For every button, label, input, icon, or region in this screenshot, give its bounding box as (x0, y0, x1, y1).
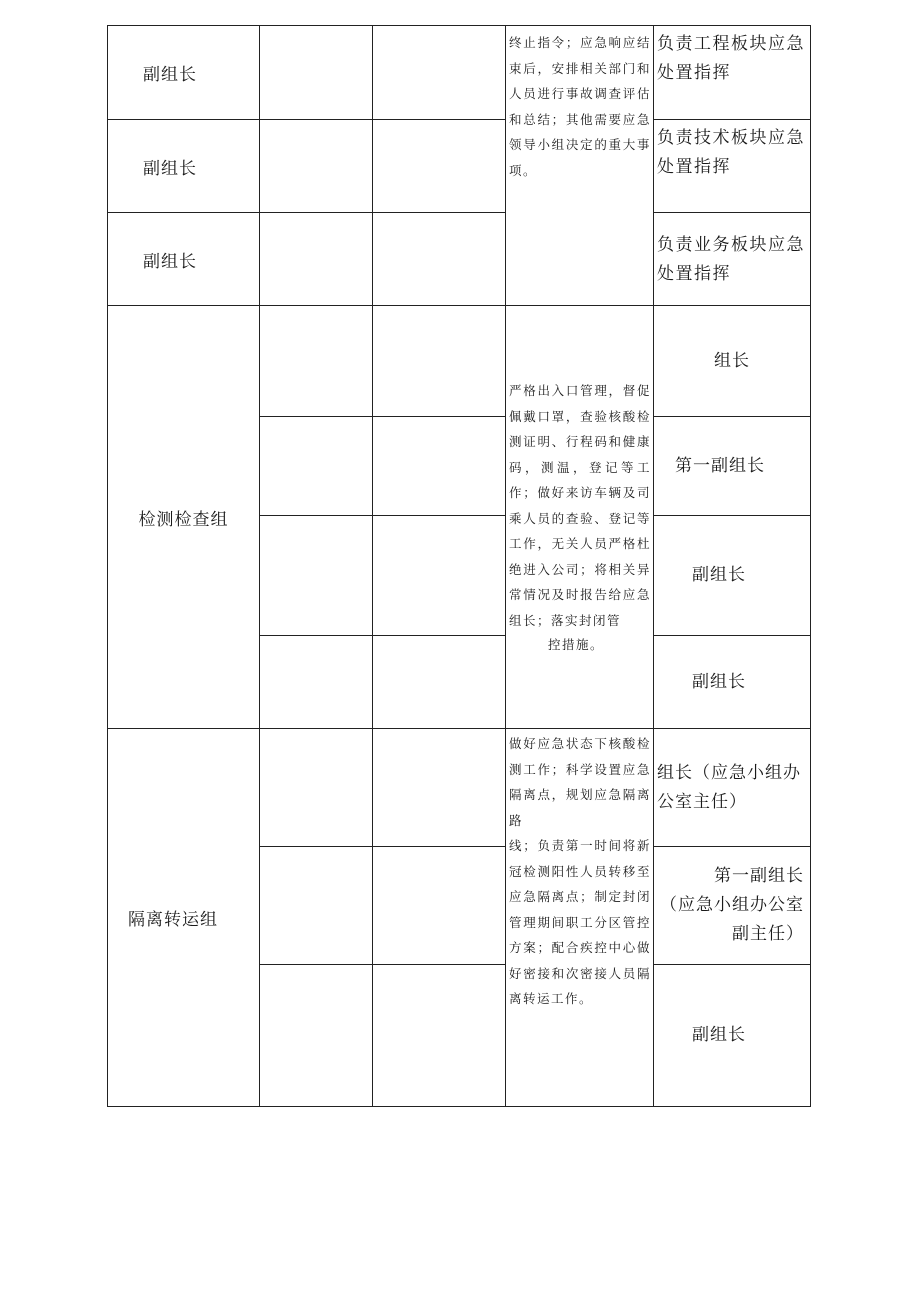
role-cell: 组长 (714, 350, 750, 371)
table-border-right (810, 25, 811, 1107)
role-cell: 副组长 (143, 251, 197, 272)
duties-text: 严格出入口管理，督促佩戴口罩，查验核酸检测证明、行程码和健康码，测温，登记等工作；做好来访车辆及司乘人员的查验、登记等工作，无关人员严格杜绝进入公司；将相关异常情况及时报告给应急组长；落实封闭管 (509, 383, 651, 628)
duties-text-tail: 控措施。 (548, 637, 605, 652)
role-cell: 副组长 (692, 671, 746, 692)
duties-text: 做好应急状态下核酸检测工作；科学设置应急隔离点，规划应急隔离路 线；负责第一时间将新冠检测阳性人员转移至应急隔离点；制定封闭管理期间职工分区管控方案；配合疾控中心做好密接和次密接人员隔离转运工作。 (509, 736, 651, 1006)
column-divider (259, 25, 260, 1107)
table-border-bottom (107, 1106, 811, 1107)
role-cell: 副组长 (143, 158, 197, 179)
duties-text: 终止指令；应急响应结束后，安排相关部门和人员进行事故调查评估和总结；其他需要应急领导小组决定的重大事项。 (509, 35, 651, 178)
role-cell: 副组长 (143, 65, 197, 85)
role-cell: 副组长 (692, 1025, 746, 1045)
row-divider (259, 416, 506, 417)
row-divider (259, 846, 506, 847)
responsibility-cell: 负责工程板块应急处置指挥 (657, 34, 805, 83)
row-divider (259, 635, 506, 636)
row-divider (653, 119, 811, 120)
row-divider (259, 515, 506, 516)
row-divider (653, 212, 811, 213)
role-cell: 组长（应急小组办公室主任） (657, 762, 801, 812)
column-divider (372, 25, 373, 1107)
group-name: 隔离转运组 (128, 910, 218, 930)
row-divider (259, 964, 506, 965)
group-name: 检测检查组 (138, 509, 229, 530)
role-cell: 第一副组长 (675, 455, 765, 476)
responsibility-cell: 负责业务板块应急处置指挥 (657, 235, 805, 284)
role-cell: 第一副组长 （应急小组办公室副主任） (660, 866, 804, 944)
role-cell: 副组长 (692, 565, 746, 585)
responsibility-cell: 负责技术板块应急处置指挥 (657, 128, 805, 177)
